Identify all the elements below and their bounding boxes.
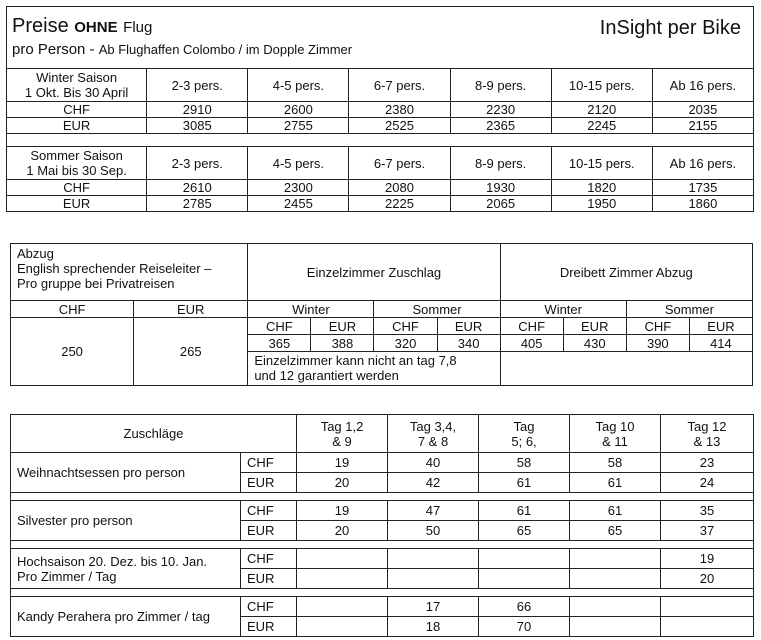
price-cell: 2600 [248, 102, 349, 118]
price-cell [297, 549, 388, 569]
price-cell: 2225 [349, 196, 450, 212]
price-cell: 37 [661, 521, 754, 541]
season-price-table [6, 68, 754, 212]
price-cell: 20 [661, 569, 754, 589]
currency-label: CHF [7, 180, 147, 196]
price-cell: 2080 [349, 180, 450, 196]
price-cell: 42 [388, 473, 479, 493]
price-cell: 2365 [450, 118, 551, 134]
price-cell [388, 569, 479, 589]
price-cell: 2525 [349, 118, 450, 134]
group-size: 8-9 pers. [450, 69, 551, 102]
single-winter-label: Winter [248, 301, 374, 318]
currency-label: CHF [241, 453, 297, 473]
price-cell: 2755 [248, 118, 349, 134]
group-size: 10-15 pers. [551, 147, 652, 180]
single-summer-label: Sommer [374, 301, 500, 318]
supplement-chf-row [11, 549, 754, 569]
summer-header-row [7, 147, 754, 180]
supplement-name: Hochsaison 20. Dez. bis 10. Jan. Pro Zimmer / Tag [11, 549, 241, 589]
price-cell: 58 [479, 453, 570, 473]
price-cell: 2910 [147, 102, 248, 118]
title-word: Preise [12, 15, 69, 37]
price-cell: 2300 [248, 180, 349, 196]
currency-label: CHF [500, 318, 563, 335]
price-cell: 1930 [450, 180, 551, 196]
group-size: 6-7 pers. [349, 147, 450, 180]
group-size: 4-5 pers. [248, 69, 349, 102]
supplement-name: Silvester pro person [11, 501, 241, 541]
price-cell: 2785 [147, 196, 248, 212]
price-cell: 2035 [652, 102, 753, 118]
price-cell: 23 [661, 453, 754, 473]
price-cell: 390 [626, 335, 689, 352]
supplements-header-row [11, 415, 754, 453]
supplement-chf-row [11, 453, 754, 473]
spacer-row [11, 493, 754, 501]
price-cell: 61 [570, 473, 661, 493]
header-box [6, 6, 754, 69]
extras-season-row [11, 301, 753, 318]
spacer [7, 134, 754, 147]
currency-label: EUR [563, 318, 626, 335]
price-cell: 58 [570, 453, 661, 473]
supplement-name: Kandy Perahera pro Zimmer / tag [11, 597, 241, 637]
price-cell [570, 597, 661, 617]
group-size: 4-5 pers. [248, 147, 349, 180]
currency-label: EUR [689, 318, 752, 335]
currency-label: EUR [7, 196, 147, 212]
price-cell: 70 [479, 617, 570, 637]
page-title [12, 15, 152, 39]
price-cell [297, 617, 388, 637]
empty-cell [500, 352, 752, 386]
supplements-title: Zuschläge [11, 415, 297, 453]
price-cell: 365 [248, 335, 311, 352]
price-cell [570, 549, 661, 569]
group-size: Ab 16 pers. [652, 147, 753, 180]
guide-eur-value: 265 [134, 318, 248, 386]
price-row [7, 180, 754, 196]
group-size: 2-3 pers. [147, 147, 248, 180]
price-cell: 1820 [551, 180, 652, 196]
price-cell: 414 [689, 335, 752, 352]
price-cell: 20 [297, 473, 388, 493]
price-cell: 2245 [551, 118, 652, 134]
title-bold: OHNE [74, 19, 118, 36]
supplement-chf-row [11, 501, 754, 521]
day-header: Tag 10 & 11 [570, 415, 661, 453]
price-cell: 65 [570, 521, 661, 541]
price-cell: 61 [570, 501, 661, 521]
currency-label: CHF [7, 102, 147, 118]
currency-label: CHF [241, 597, 297, 617]
day-header: Tag 3,4, 7 & 8 [388, 415, 479, 453]
price-cell: 50 [388, 521, 479, 541]
guide-chf-value: 250 [11, 318, 134, 386]
supplement-chf-row [11, 597, 754, 617]
single-room-title: Einzelzimmer Zuschlag [248, 244, 500, 301]
currency-label: EUR [241, 617, 297, 637]
currency-label: CHF [374, 318, 437, 335]
price-cell: 61 [479, 473, 570, 493]
price-cell: 2065 [450, 196, 551, 212]
price-cell: 2380 [349, 102, 450, 118]
price-cell: 2610 [147, 180, 248, 196]
price-cell [297, 597, 388, 617]
day-header: Tag 1,2 & 9 [297, 415, 388, 453]
triple-winter-label: Winter [500, 301, 626, 318]
spacer-row [11, 541, 754, 549]
group-size: 6-7 pers. [349, 69, 450, 102]
currency-label: EUR [241, 473, 297, 493]
price-cell: 2455 [248, 196, 349, 212]
price-cell: 1950 [551, 196, 652, 212]
brand-name: InSight per Bike [599, 17, 741, 39]
currency-label: EUR [241, 569, 297, 589]
supplements-table [10, 414, 754, 637]
spacer-row [11, 589, 754, 597]
currency-label: CHF [626, 318, 689, 335]
price-cell: 1860 [652, 196, 753, 212]
subtitle-small: Ab Flughaffen Colombo / im Dopple Zimmer [98, 42, 353, 57]
currency-label: CHF [248, 318, 311, 335]
price-cell: 405 [500, 335, 563, 352]
price-row [7, 196, 754, 212]
room-extras-table [10, 243, 753, 386]
guide-chf-label: CHF [11, 301, 134, 318]
price-cell: 65 [479, 521, 570, 541]
price-cell [570, 617, 661, 637]
currency-label: CHF [241, 549, 297, 569]
spacer [11, 589, 754, 597]
extras-header-row [11, 244, 753, 301]
day-header: Tag 12 & 13 [661, 415, 754, 453]
summer-season-label: Sommer Saison 1 Mai bis 30 Sep. [7, 147, 147, 180]
price-cell [479, 549, 570, 569]
price-cell: 3085 [147, 118, 248, 134]
price-cell: 66 [479, 597, 570, 617]
price-cell: 1735 [652, 180, 753, 196]
extras-currency-row [11, 318, 753, 335]
guide-deduction-label: Abzug English sprechender Reiseleiter – Pro gruppe bei Privatreisen [11, 244, 248, 301]
price-row [7, 102, 754, 118]
price-cell: 17 [388, 597, 479, 617]
price-cell [661, 617, 754, 637]
price-cell: 2120 [551, 102, 652, 118]
triple-room-title: Dreibett Zimmer Abzug [500, 244, 752, 301]
price-cell: 388 [311, 335, 374, 352]
price-cell: 430 [563, 335, 626, 352]
winter-header-row [7, 69, 754, 102]
price-cell: 24 [661, 473, 754, 493]
price-cell: 2230 [450, 102, 551, 118]
price-cell: 320 [374, 335, 437, 352]
title-suffix: Flug [123, 19, 153, 36]
spacer [11, 541, 754, 549]
spacer [11, 493, 754, 501]
price-cell [479, 569, 570, 589]
price-cell: 35 [661, 501, 754, 521]
currency-label: CHF [241, 501, 297, 521]
price-cell [570, 569, 661, 589]
price-row [7, 118, 754, 134]
triple-summer-label: Sommer [626, 301, 752, 318]
single-room-note: Einzelzimmer kann nicht an tag 7,8 und 12 garantiert werden [248, 352, 500, 386]
group-size: Ab 16 pers. [652, 69, 753, 102]
supplement-name: Weihnachtsessen pro person [11, 453, 241, 493]
price-cell [661, 597, 754, 617]
subtitle-large: pro Person - [12, 41, 95, 58]
spacer-row [7, 134, 754, 147]
price-cell: 19 [661, 549, 754, 569]
price-cell: 47 [388, 501, 479, 521]
guide-eur-label: EUR [134, 301, 248, 318]
winter-season-label: Winter Saison 1 Okt. Bis 30 April [7, 69, 147, 102]
currency-label: EUR [241, 521, 297, 541]
price-cell: 19 [297, 501, 388, 521]
day-header: Tag 5; 6, [479, 415, 570, 453]
currency-label: EUR [311, 318, 374, 335]
price-cell [388, 549, 479, 569]
group-size: 10-15 pers. [551, 69, 652, 102]
price-cell: 2155 [652, 118, 753, 134]
group-size: 2-3 pers. [147, 69, 248, 102]
price-cell: 61 [479, 501, 570, 521]
group-size: 8-9 pers. [450, 147, 551, 180]
currency-label: EUR [7, 118, 147, 134]
price-cell: 340 [437, 335, 500, 352]
currency-label: EUR [437, 318, 500, 335]
price-cell: 18 [388, 617, 479, 637]
price-cell: 20 [297, 521, 388, 541]
price-cell: 40 [388, 453, 479, 473]
price-cell [297, 569, 388, 589]
page-subtitle [12, 41, 352, 58]
price-cell: 19 [297, 453, 388, 473]
